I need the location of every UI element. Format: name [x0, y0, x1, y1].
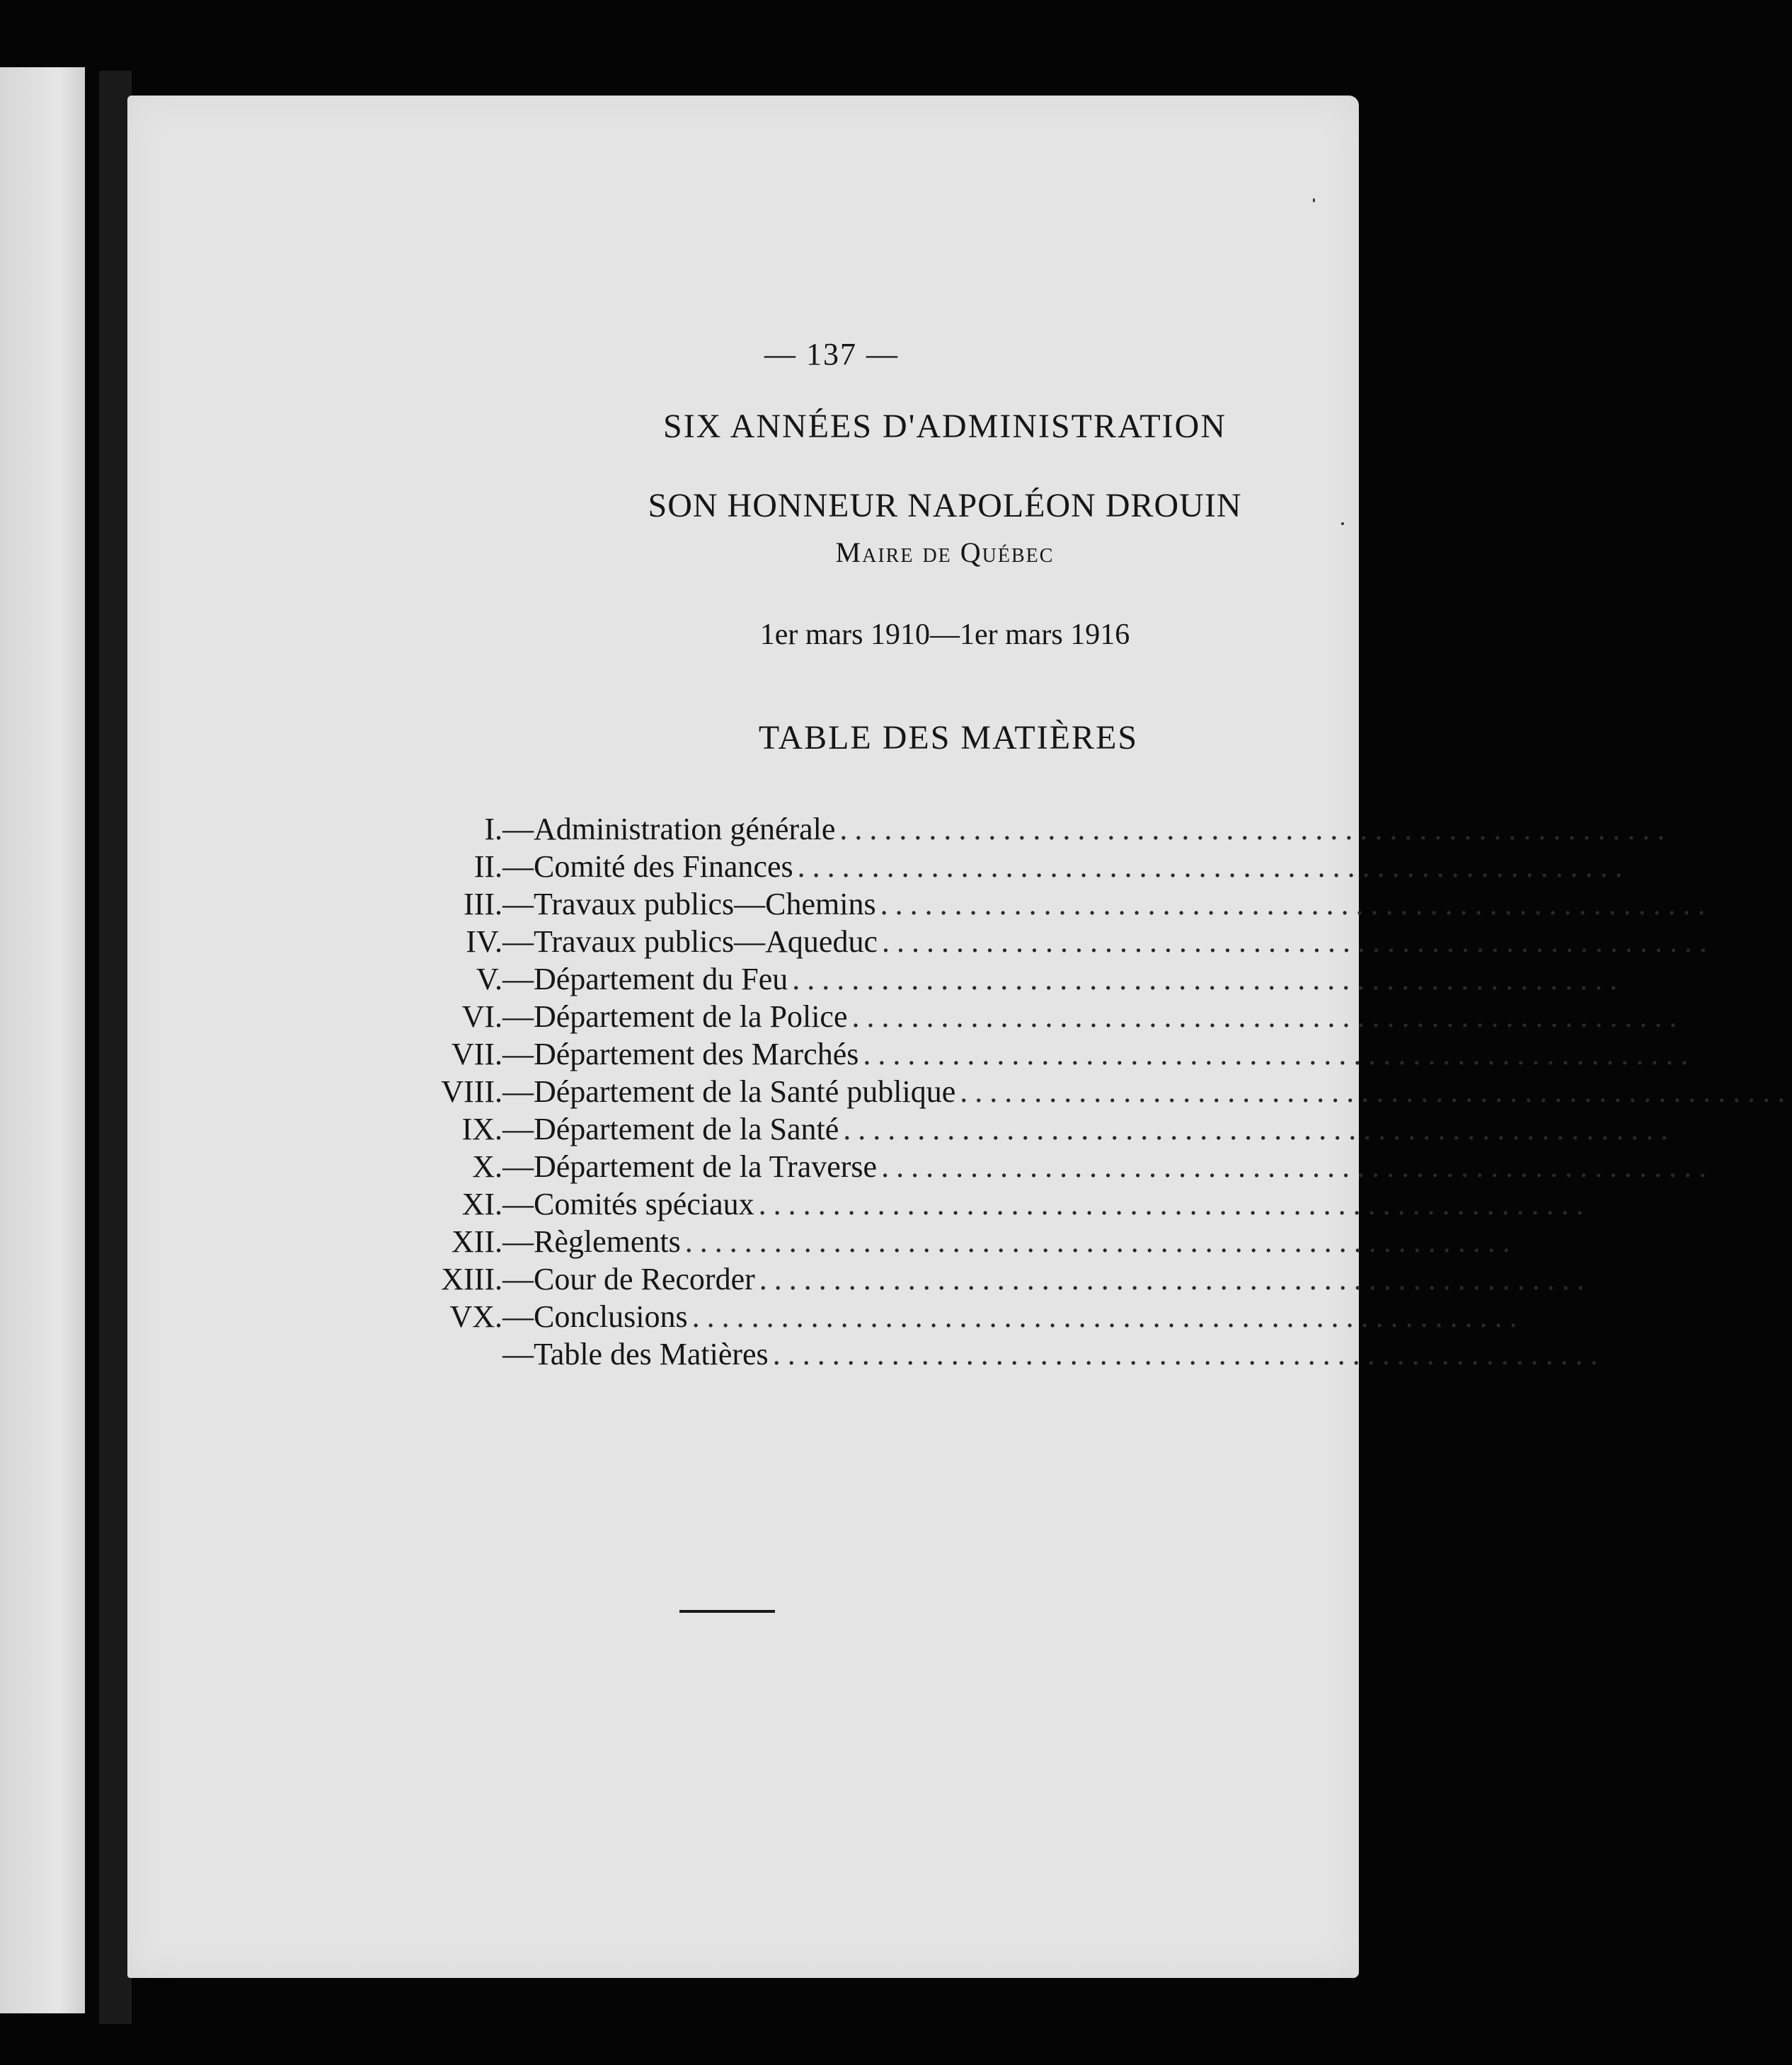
toc-entry-number: VX. — [449, 1299, 502, 1334]
toc-entry-number: V. — [476, 962, 502, 996]
toc-entry-title: —Travaux publics—Chemins — [502, 887, 876, 921]
toc-entry — [290, 1035, 1696, 1073]
toc-entry — [290, 1223, 1517, 1260]
dot-leader: ........................................................ — [843, 1112, 1676, 1146]
toc-entry — [290, 1298, 1524, 1335]
toc-entry-title: —Département de la Santé — [502, 1112, 839, 1146]
dot-leader: ........................................................ — [839, 812, 1672, 846]
toc-entry-number: VI. — [461, 999, 502, 1034]
toc-entry-title: —Administration générale — [502, 812, 836, 846]
toc-entry-title: —Département de la Santé publique — [502, 1074, 956, 1109]
dot-leader: ........................................................ — [772, 1337, 1605, 1371]
dot-leader: ........................................................ — [691, 1299, 1524, 1334]
toc-entry-title: —Département de la Traverse — [502, 1149, 878, 1184]
toc-entry — [290, 1073, 1792, 1110]
toc-entry-title: —Cour de Recorder — [502, 1262, 755, 1296]
toc-entry-number: III. — [464, 887, 502, 921]
dot-leader: ........................................................ — [758, 1187, 1591, 1221]
toc-entry-title: —Règlements — [502, 1224, 681, 1259]
dot-leader: ........................................................ — [881, 924, 1714, 959]
toc-entry-number: XI. — [461, 1187, 502, 1221]
toc-entry-title: —Département de la Police — [502, 999, 848, 1034]
toc-entry — [290, 998, 1684, 1035]
toc-entry-number: XII. — [451, 1224, 502, 1259]
page-number: — 137 — — [764, 337, 899, 372]
toc-entry-title: —Département des Marchés — [502, 1037, 859, 1071]
page-content — [127, 96, 1792, 1978]
toc-entry — [290, 960, 1625, 998]
toc-entry-title: —Conclusions — [502, 1299, 688, 1334]
dot-leader: ........................................................ — [797, 849, 1630, 884]
toc-entry — [290, 923, 1714, 960]
toc-entry-number: VII. — [451, 1037, 502, 1071]
toc-entry-title: —Travaux publics—Aqueduc — [502, 924, 878, 959]
dot-leader: ........................................................ — [792, 962, 1625, 996]
toc-entry — [290, 885, 1713, 923]
film-speck — [1313, 198, 1315, 202]
toc-entry-number: I. — [484, 812, 502, 846]
toc-entry-title: —Département du Feu — [502, 962, 788, 996]
dot-leader: ........................................................ — [863, 1037, 1696, 1071]
toc-entry — [290, 1185, 1591, 1223]
toc-entry — [290, 1335, 1605, 1373]
toc-entry-title: —Table des Matières — [502, 1337, 769, 1371]
toc-entry-title: —Comités spéciaux — [502, 1187, 754, 1221]
dot-leader: ........................................................ — [881, 1149, 1714, 1184]
toc-entry — [290, 848, 1630, 885]
toc-entry-number: IX. — [461, 1112, 502, 1146]
document-title: SIX ANNÉES D'ADMINISTRATION — [663, 408, 1227, 445]
mayor-title: Maire de Québec — [835, 536, 1055, 568]
toc-entry-number: VIII. — [441, 1074, 502, 1109]
table-of-contents — [290, 810, 1792, 1373]
dot-leader: ........................................................ — [960, 1074, 1792, 1109]
dot-leader: ........................................................ — [880, 887, 1713, 921]
toc-entry — [290, 1148, 1714, 1185]
toc-entry-title: —Comité des Finances — [502, 849, 793, 884]
toc-entry-number: IV. — [466, 924, 502, 959]
document-page — [127, 96, 1792, 1978]
toc-heading: TABLE DES MATIÈRES — [758, 719, 1139, 757]
date-range: 1er mars 1910—1er mars 1916 — [759, 619, 1130, 651]
toc-entry-number: XIII. — [441, 1262, 502, 1296]
film-speck — [1341, 522, 1344, 525]
dot-leader: ........................................................ — [851, 999, 1684, 1034]
toc-entry — [290, 1260, 1592, 1298]
toc-entry-number: II. — [473, 849, 502, 884]
dot-leader: ........................................................ — [684, 1224, 1517, 1259]
mayor-name: SON HONNEUR NAPOLÉON DROUIN — [648, 487, 1242, 524]
adjacent-page-edge — [0, 67, 85, 2013]
toc-entry — [290, 1110, 1676, 1148]
toc-entry — [290, 810, 1672, 848]
dot-leader: ........................................................ — [759, 1262, 1592, 1296]
end-rule — [679, 1610, 775, 1613]
toc-entry-number: X. — [472, 1149, 502, 1184]
